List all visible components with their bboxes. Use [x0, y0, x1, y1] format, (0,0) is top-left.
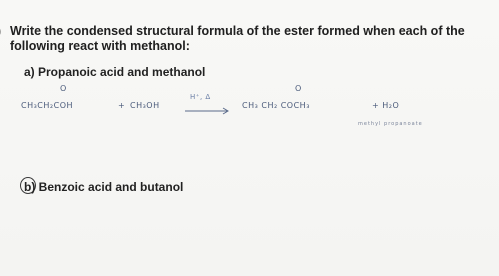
- handwritten-water: + H₂O: [372, 101, 400, 110]
- carbonyl-oxygen-product: O: [295, 84, 302, 93]
- handwritten-methanol: CH₃OH: [130, 101, 160, 110]
- question-text-line-2: following react with methanol:: [10, 39, 190, 53]
- question-text-line-1: Write the condensed structural formula of the ester formed when each of the: [10, 24, 465, 38]
- part-a-label: a) Propanoic acid and methanol: [24, 65, 206, 79]
- handwritten-catalyst: H⁺, Δ: [190, 93, 211, 101]
- reaction-arrow-icon: [185, 107, 231, 115]
- part-b-letter: b): [24, 180, 36, 194]
- part-b-label: [24, 180, 183, 194]
- handwritten-product-name: methyl propanoate: [358, 121, 423, 127]
- carbonyl-oxygen-reactant: O: [60, 84, 67, 93]
- handwritten-ester-product: CH₃ CH₂ COCH₃: [242, 101, 310, 110]
- handwritten-propanoic-acid: CH₃CH₂COH: [21, 101, 74, 110]
- question-number: [0, 24, 1, 38]
- part-b-text: Benzoic acid and butanol: [38, 180, 184, 194]
- handwritten-plus: +: [118, 101, 126, 110]
